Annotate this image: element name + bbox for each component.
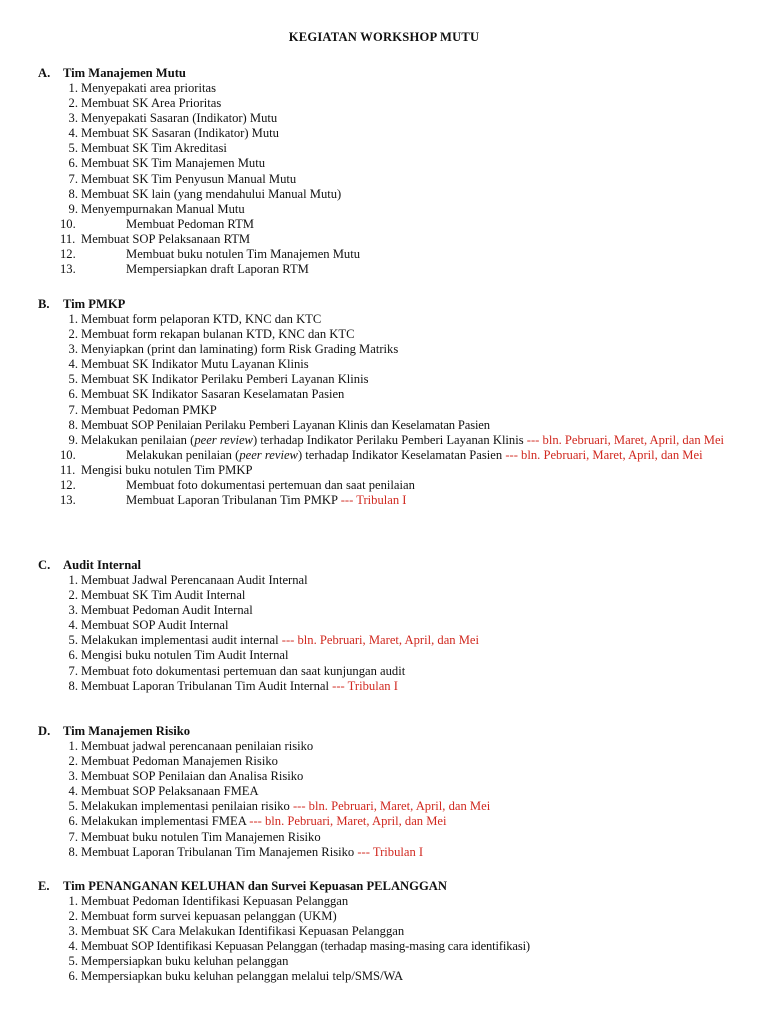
item-text: Membuat SOP Penilaian dan Analisa Risiko <box>81 769 304 784</box>
item-number: 4. <box>68 357 78 372</box>
item-number: 10. <box>60 216 76 231</box>
item-number: 4. <box>68 939 78 954</box>
list-item <box>38 172 738 187</box>
item-number: 2. <box>68 96 78 111</box>
item-number: 11. <box>60 462 76 477</box>
list-item <box>38 588 738 603</box>
item-number: 4. <box>68 126 78 141</box>
item-text-part: Membuat Laporan Tribulanan Tim PMKP <box>126 493 338 508</box>
item-text: Membuat SK Indikator Sasaran Keselamatan Pasien <box>81 387 345 402</box>
item-number: 8. <box>68 844 78 859</box>
item-text-part: Membuat Laporan Tribulanan Tim Audit Internal <box>81 678 330 693</box>
item-text: Membuat SK lain (yang mendahului Manual Mutu) <box>81 186 342 201</box>
item-text: Membuat SK Tim Penyusun Manual Mutu <box>81 171 297 186</box>
item-number: 5. <box>68 141 78 156</box>
section-tim-manajemen-risiko <box>38 724 738 860</box>
list-item <box>38 342 738 357</box>
list-item <box>38 403 738 418</box>
section-letter: B. <box>38 297 50 311</box>
item-text: Membuat SK Tim Akreditasi <box>81 141 227 156</box>
item-text: Membuat Pedoman Manajemen Risiko <box>81 754 278 769</box>
item-text: Membuat SOP Identifikasi Kepuasan Pelanggan (terhadap masing-masing cara identifikasi) <box>81 939 530 954</box>
item-text: Membuat SOP Audit Internal <box>81 618 229 633</box>
item-text <box>38 433 738 448</box>
item-number: 5. <box>68 633 78 648</box>
list-item <box>38 845 738 860</box>
item-number: 12. <box>60 247 76 262</box>
list-item <box>38 372 738 387</box>
item-text <box>38 799 738 814</box>
section-title: Tim Manajemen Risiko <box>63 724 191 738</box>
item-text: Membuat SOP Pelaksanaan FMEA <box>81 784 259 799</box>
item-text: Menyepakati area prioritas <box>81 81 216 95</box>
list-item <box>38 573 738 588</box>
item-note: --- bln. Pebruari, Maret, April, dan Mei <box>249 814 447 829</box>
list-item <box>38 111 738 126</box>
section-heading <box>38 297 738 312</box>
item-text <box>38 845 738 860</box>
item-number: 7. <box>68 829 78 844</box>
list-item <box>38 418 738 433</box>
item-number: 1. <box>68 573 78 587</box>
list-item <box>38 769 738 784</box>
section-title: Audit Internal <box>63 558 142 572</box>
item-note: --- bln. Pebruari, Maret, April, dan Mei <box>505 447 703 462</box>
section-tim-pmkp <box>38 297 738 508</box>
section-letter: C. <box>38 558 51 572</box>
list-item <box>38 202 738 217</box>
item-text: Membuat Jadwal Perencanaan Audit Internal <box>81 573 308 587</box>
item-text <box>38 679 738 694</box>
section-letter: E. <box>38 879 50 893</box>
item-text-italic: peer review <box>194 432 253 447</box>
item-number: 8. <box>68 678 78 693</box>
list-item <box>38 433 738 448</box>
item-number: 13. <box>60 262 76 277</box>
section-audit-internal <box>38 558 738 694</box>
item-number: 6. <box>68 156 78 171</box>
item-number: 8. <box>68 186 78 201</box>
item-number: 2. <box>68 327 78 342</box>
item-text: Membuat form survei kepuasan pelanggan (UKM) <box>81 909 337 924</box>
list-item <box>38 814 738 829</box>
section-letter: A. <box>38 66 51 80</box>
list-item <box>38 784 738 799</box>
list-item <box>38 739 738 754</box>
item-text: Membuat SOP Pelaksanaan RTM <box>81 231 251 246</box>
item-number: 6. <box>68 387 78 402</box>
list-item <box>38 126 738 141</box>
item-text: Membuat jadwal perencanaan penilaian risiko <box>81 739 314 753</box>
item-text: Membuat SK Indikator Mutu Layanan Klinis <box>81 357 309 372</box>
item-number: 7. <box>68 171 78 186</box>
item-text: Menyempurnakan Manual Mutu <box>81 201 245 216</box>
item-text: Mempersiapkan buku keluhan pelanggan melalui telp/SMS/WA <box>81 969 404 984</box>
item-number: 4. <box>68 618 78 633</box>
item-note: --- Tribulan I <box>332 678 398 693</box>
list-item <box>38 969 738 984</box>
item-number: 7. <box>68 663 78 678</box>
section-heading <box>38 558 738 573</box>
item-text: Membuat Pedoman Audit Internal <box>81 603 253 618</box>
list-item <box>38 478 738 493</box>
item-number: 2. <box>68 588 78 603</box>
section-tim-manajemen-mutu <box>38 66 738 277</box>
list-item <box>38 909 738 924</box>
item-text: Membuat SK Area Prioritas <box>81 96 222 111</box>
list-item <box>38 312 738 327</box>
list-item <box>38 217 738 232</box>
list-item <box>38 939 738 954</box>
item-text: Membuat Pedoman PMKP <box>81 402 217 417</box>
section-title: Tim Manajemen Mutu <box>63 66 186 80</box>
item-text: Membuat buku notulen Tim Manajemen Mutu <box>126 247 361 262</box>
item-number: 11. <box>60 231 76 246</box>
list-item <box>38 664 738 679</box>
list-item <box>38 754 738 769</box>
item-note: --- bln. Pebruari, Maret, April, dan Mei <box>292 799 491 814</box>
list-item <box>38 387 738 402</box>
list-item <box>38 357 738 372</box>
item-text-part: Melakukan penilaian ( <box>81 432 195 447</box>
section-title: Tim PMKP <box>63 297 126 311</box>
item-text <box>38 448 738 463</box>
item-text-italic: peer review <box>239 447 298 462</box>
list-item <box>38 618 738 633</box>
section-title: Tim PENANGANAN KELUHAN dan Survei Kepuasan PELANGGAN <box>63 879 447 893</box>
item-number: 6. <box>68 814 78 829</box>
section-heading <box>38 66 738 81</box>
list-item <box>38 262 738 277</box>
item-note: --- Tribulan I <box>357 844 424 859</box>
item-number: 2. <box>68 754 78 769</box>
item-number: 1. <box>68 81 78 95</box>
item-number: 2. <box>68 909 78 924</box>
item-number: 3. <box>68 342 78 357</box>
list-item <box>38 463 738 478</box>
list-item <box>38 633 738 648</box>
item-text: Mempersiapkan draft Laporan RTM <box>126 262 309 277</box>
item-text: Membuat form pelaporan KTD, KNC dan KTC <box>81 312 322 326</box>
item-text: Menyepakati Sasaran (Indikator) Mutu <box>81 111 278 126</box>
item-number: 8. <box>68 417 78 432</box>
item-number: 6. <box>68 969 78 984</box>
item-text: Membuat foto dokumentasi pertemuan dan saat penilaian <box>126 478 415 493</box>
list-item <box>38 894 738 909</box>
item-number: 7. <box>68 402 78 417</box>
item-text: Membuat SK Sasaran (Indikator) Mutu <box>81 126 279 141</box>
item-number: 12. <box>60 478 76 493</box>
item-number: 5. <box>68 799 78 814</box>
list-item <box>38 232 738 247</box>
item-number: 4. <box>68 784 78 799</box>
item-number: 1. <box>68 312 78 326</box>
item-number: 3. <box>68 603 78 618</box>
item-text: Membuat Pedoman Identifikasi Kepuasan Pelanggan <box>81 894 349 908</box>
item-text <box>38 493 738 508</box>
list-item <box>38 141 738 156</box>
item-number: 5. <box>68 372 78 387</box>
item-text: Membuat buku notulen Tim Manajemen Risiko <box>81 829 321 844</box>
section-heading <box>38 724 738 739</box>
item-text: Membuat SK Tim Audit Internal <box>81 588 246 603</box>
list-item <box>38 679 738 694</box>
list-item <box>38 247 738 262</box>
item-number: 9. <box>68 201 78 216</box>
item-number: 5. <box>68 954 78 969</box>
section-penanganan-keluhan <box>38 879 738 985</box>
item-number: 3. <box>68 924 78 939</box>
item-number: 1. <box>68 894 78 908</box>
item-number: 1. <box>68 739 78 753</box>
list-item <box>38 81 738 96</box>
item-text: Membuat SK Tim Manajemen Mutu <box>81 156 266 171</box>
page-title: KEGIATAN WORKSHOP MUTU <box>288 30 480 44</box>
list-item <box>38 603 738 618</box>
list-item <box>38 493 738 508</box>
list-item <box>38 96 738 111</box>
item-number: 13. <box>60 493 76 508</box>
list-item <box>38 924 738 939</box>
item-text-part: Melakukan implementasi FMEA <box>81 814 247 829</box>
item-text: Mempersiapkan buku keluhan pelanggan <box>81 954 289 969</box>
list-item <box>38 648 738 663</box>
item-text-part: Melakukan implementasi audit internal <box>81 633 279 648</box>
item-number: 10. <box>60 447 76 462</box>
item-text-part: Melakukan penilaian ( <box>126 447 240 462</box>
item-text <box>38 814 738 829</box>
section-letter: D. <box>38 724 51 738</box>
list-item <box>38 327 738 342</box>
item-text-part: ) terhadap Indikator Perilaku Pemberi Layanan Klinis <box>252 432 524 447</box>
item-text <box>38 633 738 648</box>
item-number: 3. <box>68 769 78 784</box>
item-note: --- bln. Pebruari, Maret, April, dan Mei <box>526 432 725 447</box>
item-text: Membuat Pedoman RTM <box>126 216 254 231</box>
item-text-part: ) terhadap Indikator Keselamatan Pasien <box>297 447 503 462</box>
item-note: --- bln. Pebruari, Maret, April, dan Mei <box>281 633 480 648</box>
item-text: Menyiapkan (print dan laminating) form Risk Grading Matriks <box>81 342 399 357</box>
item-text: Membuat form rekapan bulanan KTD, KNC dan KTC <box>81 327 355 342</box>
list-item <box>38 799 738 814</box>
item-number: 9. <box>68 432 78 447</box>
item-number: 6. <box>68 648 78 663</box>
list-item <box>38 448 738 463</box>
item-text: Membuat foto dokumentasi pertemuan dan saat kunjungan audit <box>81 663 406 678</box>
item-text: Membuat SK Cara Melakukan Identifikasi Kepuasan Pelanggan <box>81 924 405 939</box>
item-text: Membuat SK Indikator Perilaku Pemberi Layanan Klinis <box>81 372 369 387</box>
item-text-part: Membuat Laporan Tribulanan Tim Manajemen Risiko <box>81 844 355 859</box>
list-item <box>38 954 738 969</box>
list-item <box>38 187 738 202</box>
item-text: Mengisi buku notulen Tim PMKP <box>81 462 253 477</box>
list-item <box>38 156 738 171</box>
list-item <box>38 830 738 845</box>
item-text: Mengisi buku notulen Tim Audit Internal <box>81 648 289 663</box>
item-note: --- Tribulan I <box>340 493 407 508</box>
item-text: Membuat SOP Penilaian Perilaku Pemberi Layanan Klinis dan Keselamatan Pasien <box>81 417 490 432</box>
item-text-part: Melakukan implementasi penilaian risiko <box>81 799 290 814</box>
section-heading <box>38 879 738 894</box>
item-number: 3. <box>68 111 78 126</box>
